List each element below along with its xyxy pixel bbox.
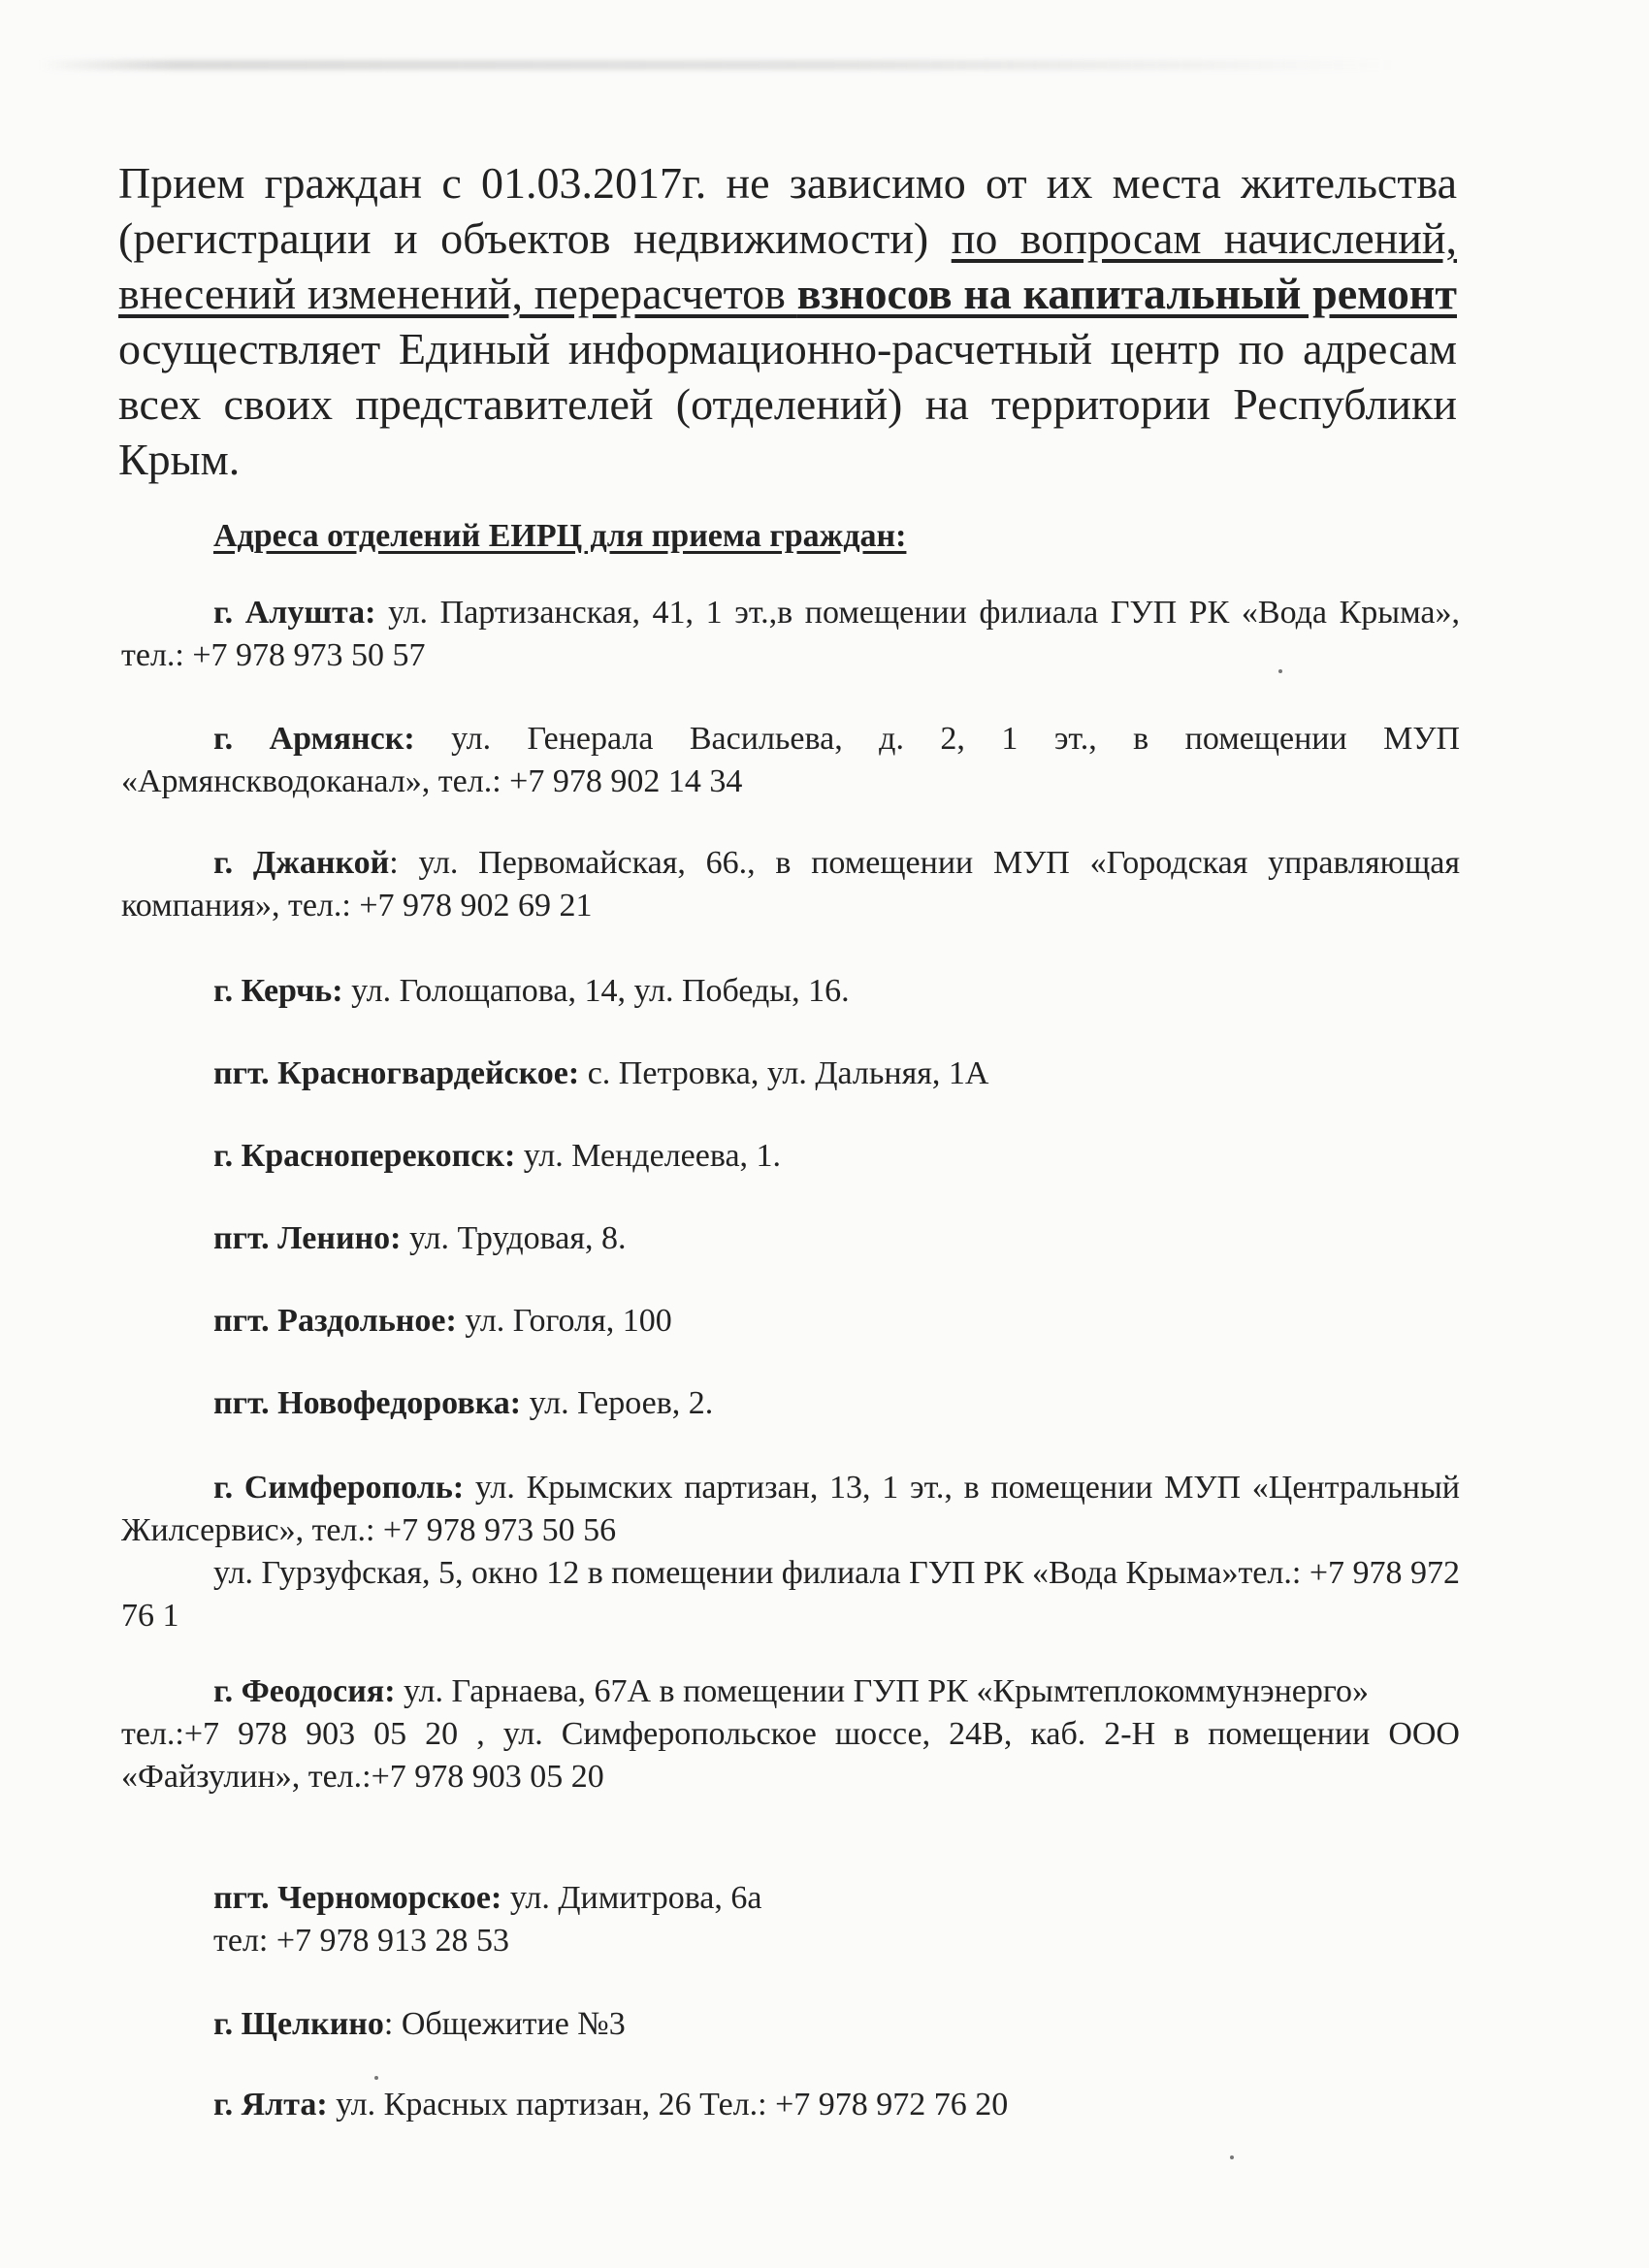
intro-underlined: по вопросам начислений, внесений изменений, перерасчетов: [118, 213, 1458, 318]
scan-speck: [374, 2076, 378, 2080]
address-text: ул. Генерала Васильева, д. 2, 1 эт., в помещении МУП «Армянскводоканал», тел.: +7 978 902 14 34: [121, 721, 1460, 799]
scan-speck: [1230, 2155, 1234, 2159]
scan-artifact-top: [39, 60, 1397, 70]
entry-armyansk: [121, 718, 1460, 803]
city-name: г. Феодосия:: [213, 1673, 396, 1709]
address-text: ул. Голощапова, 14, ул. Победы, 16.: [342, 973, 850, 1009]
entry-alushta: [121, 592, 1460, 677]
entry-razdolnoe: [121, 1300, 1460, 1343]
address-line-2: тел: +7 978 913 28 53: [213, 1923, 510, 1959]
city-name: пгт. Черноморское:: [213, 1880, 502, 1916]
entry-dzhankoy: [121, 842, 1460, 927]
city-name: пгт. Раздольное:: [213, 1303, 457, 1339]
intro-paragraph: [118, 155, 1457, 487]
city-name: пгт. Красногвардейское:: [213, 1055, 580, 1091]
city-name: г. Армянск:: [213, 721, 415, 757]
city-name: г. Керчь:: [213, 973, 343, 1009]
city-name: г. Джанкой: [213, 845, 390, 881]
address-text: ул. Красных партизан, 26 Тел.: +7 978 972 76 20: [327, 2087, 1009, 2122]
scan-speck: [1278, 669, 1282, 673]
city-name: г. Алушта:: [213, 595, 376, 631]
address-text: ул. Менделеева, 1.: [515, 1138, 782, 1174]
address-text: ул. Трудовая, 8.: [401, 1220, 627, 1256]
addresses-heading: Адреса отделений ЕИРЦ для приема граждан:: [213, 518, 907, 554]
address-text: : Общежитие №3: [383, 2006, 626, 2042]
address-text: : ул. Первомайская, 66., в помещении МУП «Городская управляющая компания», тел.: +7 978 902 69 21: [121, 845, 1460, 923]
address-line-2: ул. Гурзуфская, 5, окно 12 в помещении филиала ГУП РК «Вода Крыма»тел.: +7 978 972 76 1: [121, 1555, 1460, 1634]
address-text: ул. Партизанская, 41, 1 эт.,в помещении филиала ГУП РК «Вода Крыма», тел.: +7 978 973 50 57: [121, 595, 1460, 673]
entry-feodosiya: [121, 1670, 1460, 1798]
address-text: ул. Крымских партизан, 13, 1 эт., в помещении МУП «Центральный Жилсервис», тел.: +7 978 973 50 56: [121, 1470, 1460, 1548]
entry-lenino: [121, 1217, 1460, 1260]
entry-chernomorskoe: [121, 1877, 1460, 1962]
city-name: пгт. Новофедоровка:: [213, 1385, 522, 1421]
entry-novofedorovka: [121, 1382, 1460, 1425]
entry-krasnoperekopsk: [121, 1135, 1460, 1178]
entry-krasnogvardeyskoe: [121, 1053, 1460, 1095]
address-text: ул. Героев, 2.: [521, 1385, 714, 1421]
address-text: ул. Димитрова, 6а: [501, 1880, 762, 1916]
entry-shchelkino: [121, 2003, 1460, 2046]
entry-simferopol: [121, 1467, 1460, 1637]
address-text: ул. Гоголя, 100: [456, 1303, 672, 1339]
city-name: г. Симферополь:: [213, 1470, 465, 1506]
entry-yalta: [121, 2084, 1460, 2126]
city-name: г. Ялта:: [213, 2087, 328, 2122]
address-text: с. Петровка, ул. Дальняя, 1А: [579, 1055, 989, 1091]
city-name: пгт. Ленино:: [213, 1220, 402, 1256]
city-name: г. Красноперекопск:: [213, 1138, 516, 1174]
intro-part-1: Прием граждан с 01.03.2017г. не зависимо от их места жительства (регистрации и объектов недвижимости): [118, 158, 1457, 263]
intro-bold-underlined: взносов на капитальный ремонт: [796, 269, 1457, 318]
intro-part-4: осуществляет Единый информационно-расчетный центр по адресам всех своих представителей (отделений) на территории Республики Крым.: [118, 324, 1457, 484]
city-name: г. Щелкино: [213, 2006, 384, 2042]
address-text: ул. Гарнаева, 67А в помещении ГУП РК «Крымтеплокоммунэнерго»: [395, 1673, 1369, 1709]
address-line-2: тел.:+7 978 903 05 20 , ул. Симферопольское шоссе, 24В, каб. 2-Н в помещении ООО «Файзулин», тел.:+7 978 903 05 20: [121, 1716, 1460, 1795]
entry-kerch: [121, 970, 1460, 1013]
